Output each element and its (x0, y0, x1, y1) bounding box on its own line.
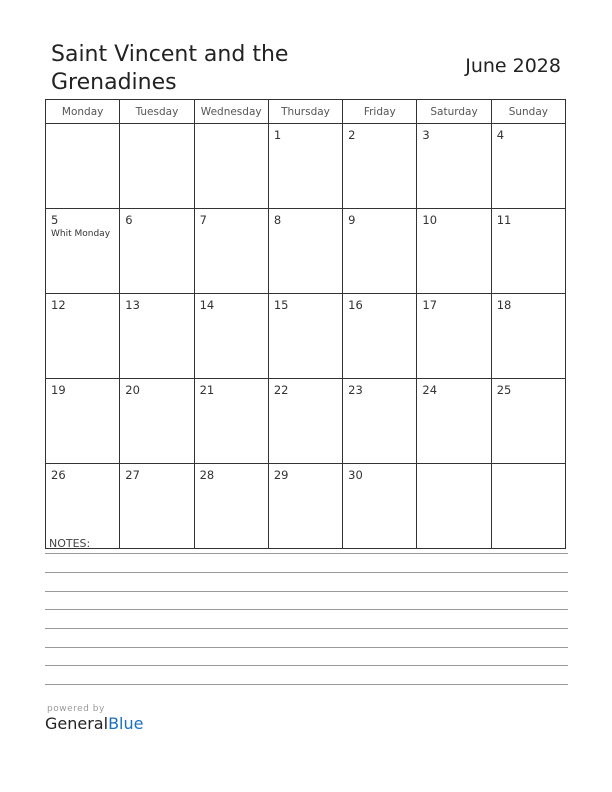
day-number: 26 (51, 468, 66, 482)
day-number: 9 (348, 213, 356, 227)
day-number: 30 (348, 468, 363, 482)
day-cell (194, 379, 268, 464)
week-row (46, 464, 566, 549)
day-cell (46, 379, 120, 464)
brand-logo (45, 704, 143, 734)
note-line (45, 609, 568, 610)
calendar-body (46, 124, 566, 549)
calendar-title (51, 41, 288, 97)
day-cell (120, 379, 194, 464)
holiday-label: Whit Monday (51, 229, 111, 239)
day-cell (491, 124, 565, 209)
day-cell (194, 209, 268, 294)
day-number: 6 (125, 213, 133, 227)
day-number: 20 (125, 383, 140, 397)
day-number: 15 (273, 298, 289, 312)
month-label: June 2028 (465, 55, 561, 77)
weekday-header-row (46, 100, 566, 124)
note-line (45, 591, 568, 592)
day-cell (417, 124, 491, 209)
day-cell (417, 379, 491, 464)
brand-name (45, 714, 143, 734)
day-number: 5 (51, 213, 59, 227)
week-row (46, 209, 566, 294)
day-number: 18 (496, 298, 512, 312)
day-number: 29 (273, 468, 289, 482)
note-line (45, 684, 568, 685)
weekday-header: Wednesday (194, 100, 268, 124)
day-cell (417, 209, 491, 294)
day-number: 14 (199, 298, 215, 312)
week-row (46, 124, 566, 209)
day-number: 7 (199, 213, 207, 227)
day-cell (194, 124, 268, 209)
day-number: 11 (496, 213, 512, 227)
note-line (45, 665, 568, 666)
day-number: 8 (273, 213, 282, 227)
day-number: 19 (51, 383, 66, 397)
weekday-header: Sunday (491, 100, 565, 124)
week-row (46, 294, 566, 379)
day-number: 27 (125, 468, 140, 482)
day-cell (417, 464, 491, 549)
note-line (45, 628, 568, 629)
day-cell (343, 379, 417, 464)
weekday-header: Saturday (417, 100, 491, 124)
day-number: 22 (273, 383, 289, 397)
day-number: 21 (199, 383, 215, 397)
weekday-header: Monday (46, 100, 120, 124)
day-cell (343, 294, 417, 379)
day-cell (46, 209, 120, 294)
weekday-header: Friday (343, 100, 417, 124)
day-cell (343, 124, 417, 209)
day-number: 23 (348, 383, 363, 397)
day-cell (120, 209, 194, 294)
weekday-header: Thursday (268, 100, 342, 124)
week-row (46, 379, 566, 464)
day-number: 25 (496, 383, 512, 397)
day-number: 16 (348, 298, 363, 312)
powered-by-text: powered by (47, 704, 105, 714)
day-number: 12 (51, 298, 66, 312)
calendar-grid (45, 99, 566, 549)
note-line (45, 572, 568, 573)
day-number: 4 (496, 128, 505, 142)
day-number: 1 (273, 128, 282, 142)
day-number: 2 (348, 128, 356, 142)
weekday-header: Tuesday (120, 100, 194, 124)
brand-general: General (45, 714, 109, 733)
day-cell (120, 294, 194, 379)
brand-blue: Blue (108, 714, 144, 733)
day-number: 13 (125, 298, 140, 312)
notes-label: NOTES: (49, 537, 91, 550)
day-cell (120, 124, 194, 209)
day-cell (46, 124, 120, 209)
day-number: 10 (422, 213, 438, 227)
day-cell (268, 464, 342, 549)
day-cell (491, 379, 565, 464)
day-cell (268, 209, 342, 294)
day-cell (491, 209, 565, 294)
day-cell (46, 294, 120, 379)
day-cell (120, 464, 194, 549)
day-cell (343, 209, 417, 294)
title-line-2: Grenadines (51, 70, 177, 95)
day-cell (268, 124, 342, 209)
day-cell (417, 294, 491, 379)
day-number: 24 (422, 383, 438, 397)
day-cell (194, 294, 268, 379)
day-cell (343, 464, 417, 549)
day-cell (491, 294, 565, 379)
note-line (45, 647, 568, 648)
day-number: 17 (422, 298, 438, 312)
day-cell (268, 294, 342, 379)
day-cell (491, 464, 565, 549)
title-line-1: Saint Vincent and the (51, 42, 289, 67)
note-line (45, 553, 568, 554)
day-cell (46, 464, 120, 549)
day-number: 3 (422, 128, 430, 142)
day-cell (194, 464, 268, 549)
day-cell (268, 379, 342, 464)
day-number: 28 (199, 468, 215, 482)
